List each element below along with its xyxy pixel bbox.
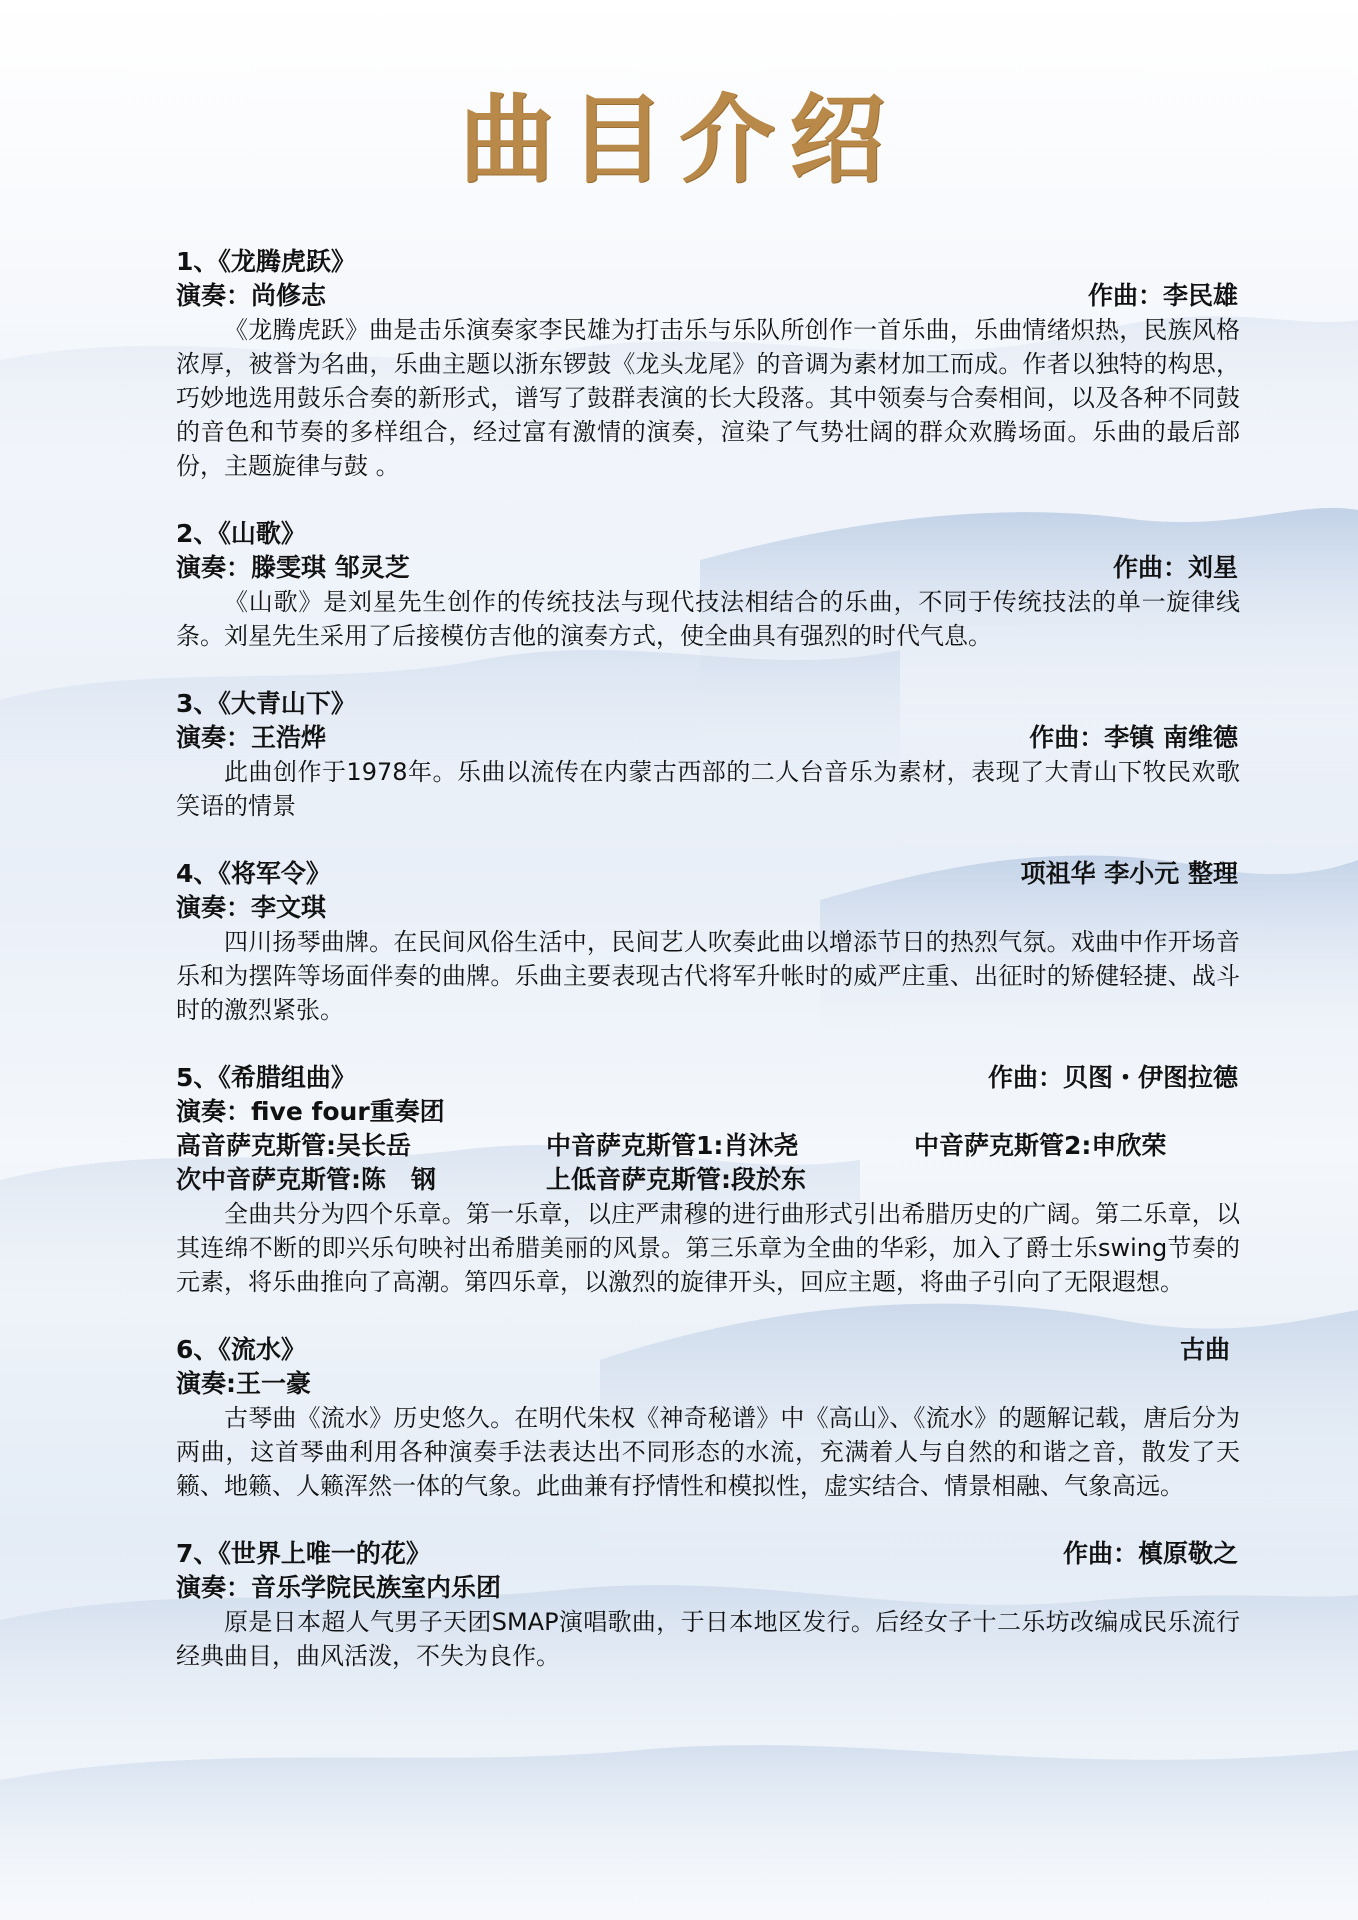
ensemble-members-row [176,1163,1240,1197]
performer: 演奏:王一豪 [176,1369,311,1398]
performer: 演奏：音乐学院民族室内乐团 [176,1573,502,1602]
piece-heading: 3、《大青山下》 [176,689,356,718]
piece-description: 全曲共分为四个乐章。第一乐章，以庄严肃穆的进行曲形式引出希腊历史的广阔。第二乐章，以其连绵不断的即兴乐句映衬出希腊美丽的风景。第三乐章为全曲的华彩，加入了爵士乐swing节奏的元素，将乐曲推向了高潮。第四乐章，以激烈的旋律开头，回应主题，将曲子引向了无限遐想。 [176,1200,1240,1296]
composer: 作曲：刘星 [1112,553,1238,582]
composer: 作曲：李镇 南维德 [1029,723,1238,752]
program-item [176,857,1240,1027]
piece-heading: 2、《山歌》 [176,519,306,548]
performer: 演奏：李文琪 [176,893,327,922]
piece-heading: 7、《世界上唯一的花》 [176,1539,431,1568]
heading-row [176,1061,1240,1095]
piece-description: 原是日本超人气男子天团SMAP演唱歌曲，于日本地区发行。后经女子十二乐坊改编成民乐流行经典曲目，曲风活泼，不失为良作。 [176,1608,1240,1670]
program-item [176,245,1240,483]
composer: 作曲：李民雄 [1087,281,1238,310]
ensemble-member: 次中音萨克斯管:陈 钢 [176,1165,436,1194]
piece-heading: 5、《希腊组曲》 [176,1063,356,1092]
ensemble-member: 中音萨克斯管1:肖沐尧 [546,1131,799,1160]
composer: 作曲：槙原敬之 [1062,1539,1238,1568]
program-item [176,1061,1240,1299]
piece-description: 《龙腾虎跃》曲是击乐演奏家李民雄为打击乐与乐队所创作一首乐曲，乐曲情绪炽热，民族风格浓厚，被誉为名曲，乐曲主题以浙东锣鼓《龙头龙尾》的音调为素材加工而成。作者以独特的构思，巧妙地选用鼓乐合奏的新形式，谱写了鼓群表演的长大段落。其中领奏与合奏相间，以及各种不同鼓的音色和节奏的多样组合，经过富有激情的演奏，渲染了气势壮阔的群众欢腾场面。乐曲的最后部份，主题旋律与鼓 。 [176,316,1240,480]
piece-heading: 4、《将军令》 [176,859,331,888]
heading-row [176,1537,1240,1571]
piece-description: 此曲创作于1978年。乐曲以流传在内蒙古西部的二人台音乐为素材，表现了大青山下牧民欢歌笑语的情景 [176,758,1240,820]
heading-row [176,1333,1240,1367]
performer: 演奏：five four重奏团 [176,1097,445,1126]
heading-row [176,857,1240,891]
piece-description: 四川扬琴曲牌。在民间风俗生活中，民间艺人吹奏此曲以增添节日的热烈气氛。戏曲中作开场音乐和为摆阵等场面伴奏的曲牌。乐曲主要表现古代将军升帐时的威严庄重、出征时的矫健轻捷、战斗时的激烈紧张。 [176,928,1240,1024]
credit-row [176,279,1240,313]
performer: 演奏：滕雯琪 邹灵芝 [176,553,410,582]
program-item [176,1333,1240,1503]
program-item [176,687,1240,823]
composer: 古曲 [1179,1335,1230,1364]
ensemble-member: 上低音萨克斯管:段於东 [546,1165,806,1194]
program-list [176,245,1240,1707]
piece-description: 古琴曲《流水》历史悠久。在明代朱权《神奇秘谱》中《高山》、《流水》的题解记载，唐后分为两曲，这首琴曲利用各种演奏手法表达出不同形态的水流，充满着人与自然的和谐之音，散发了天籁、地籁、人籁浑然一体的气象。此曲兼有抒情性和模拟性，虚实结合、情景相融、气象高远。 [176,1404,1240,1500]
page-title: 曲目介绍 [459,83,899,196]
arranger: 项祖华 李小元 整理 [1020,859,1238,888]
credit-row [176,551,1240,585]
performer: 演奏：尚修志 [176,281,327,310]
ensemble-member: 中音萨克斯管2:申欣荣 [914,1131,1167,1160]
piece-heading: 1、《龙腾虎跃》 [176,247,356,276]
piece-description: 《山歌》是刘星先生创作的传统技法与现代技法相结合的乐曲，不同于传统技法的单一旋律线条。刘星先生采用了后接模仿吉他的演奏方式，使全曲具有强烈的时代气息。 [176,588,1240,650]
ensemble-members-row [176,1129,1240,1163]
composer: 作曲：贝图・伊图拉德 [987,1063,1238,1092]
credit-row [176,721,1240,755]
program-item [176,517,1240,653]
ensemble-member: 高音萨克斯管:吴长岳 [176,1131,411,1160]
program-item [176,1537,1240,1673]
piece-heading: 6、《流水》 [176,1335,306,1364]
performer: 演奏：王浩烨 [176,723,327,752]
